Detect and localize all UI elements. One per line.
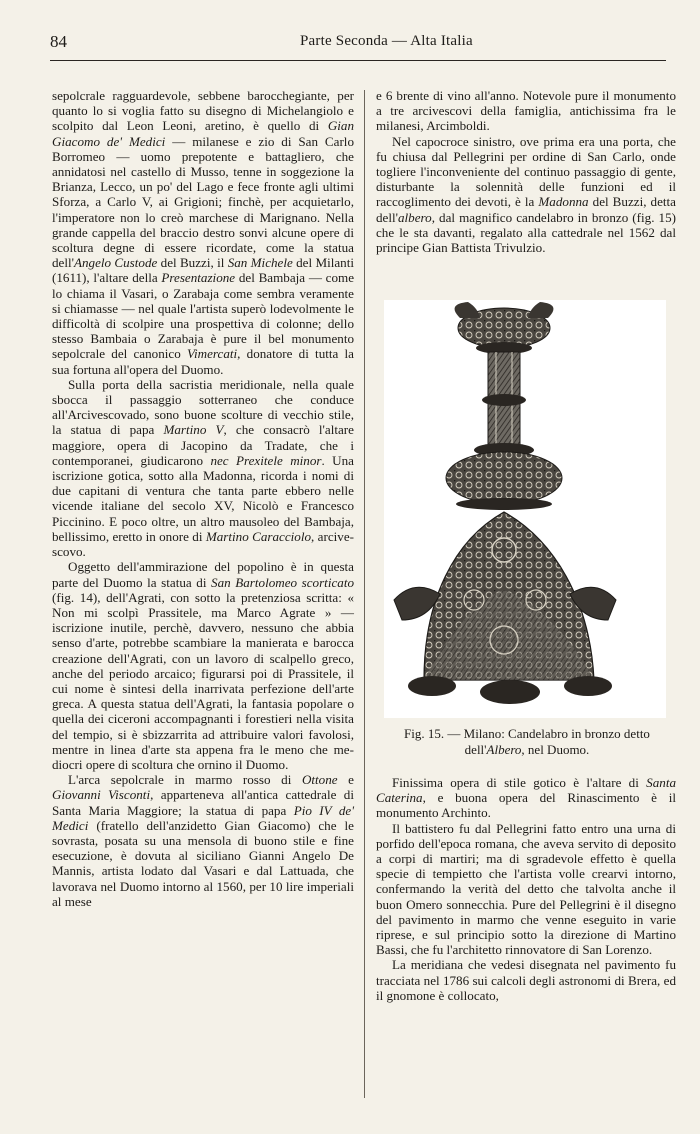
figure-caption — [392, 726, 662, 758]
right-column-bottom — [376, 775, 676, 1003]
running-head — [50, 32, 650, 54]
page-number: 84 — [50, 32, 67, 51]
text-run: Sulla porta della sacristia meridionale, nella quale sbocca il passaggio sotterraneo che conduce all'Arcivescovado, sono buone scolture di vecchio stile, la statua di papa — [52, 376, 354, 438]
text-run: La meridiana che vedesi disegnata nel pavimento fu tracciata nel 1786 sui calcoli degli astronomi di Brera, ed il gnomone è collocato, — [376, 957, 676, 1003]
text-run: . Una iscrizione gotica, sotto alla Madonna, ricorda i nomi di due capitani di ventura che tanta parte ebbero nelle vicende italiane del secolo XV, Nicolò e Francesco Piccinino. E poco oltre, un altro mausoleo del Bambaja, bellissimo, eretto in onore di — [52, 452, 354, 544]
caption-text: Fig. 15. — Milano: Candelabro in bronzo detto dell' — [404, 726, 650, 757]
text-run: , e buona opera del Rinascimento è il monumento Archinto. — [376, 790, 676, 821]
italic-text: albero — [398, 209, 432, 225]
paragraph — [376, 775, 676, 821]
paragraph — [376, 134, 676, 256]
text-run: Finissima opera di stile gotico è l'altare di — [392, 775, 647, 790]
candelabrum-knot — [446, 452, 562, 510]
italic-text: San Michele — [227, 255, 293, 271]
text-run: del Bambaja — come lo chiama il Vasari, o Zarabaja come sembra veramente si chiamasse — nel quale l'artista superò lodevolmente le difficoltà di scolpire una prospettiva di colonne; dello stesso Bambaia o Zarabaja è pure il bel monumento sepolcrale del canonico — [52, 270, 355, 362]
text-run: e 6 brente di vino all'anno. Notevole pure il monumento a tre arcivescovi della famiglia, antichissima fra le milanesi, Arcimboldi. — [376, 88, 676, 134]
running-title: Parte Seconda — Alta Italia — [300, 33, 473, 49]
header-rule — [50, 60, 666, 61]
italic-text: Gian Giacomo de' Medici — [52, 118, 354, 149]
text-run: , che consacrò l'altare maggiore, opera di Jacopino da Tradate, che i contemporanei, giudicarono — [52, 422, 354, 468]
text-run: Il battistero fu dal Pellegrini fatto entro una urna di porfido dell'epoca romana, che aveva servito di deposito a corpi di martiri; ma di sgradevole effetto è quella specie di tempietto che l'artista volle crearvi intorno, confermando la verità del detto che talvolta anche il buon Omero sonnecchia. Pure del Pellegrini è il disegno del pavimento in marmo che venne eseguito in varie riprese, e sul principio sotto la direzione di Martino Bassi, che fu l'architetto rinnovatore di San Lorenzo. — [376, 820, 676, 958]
italic-text: nec Prexitele minor — [210, 452, 322, 468]
right-column-top — [376, 88, 676, 255]
paragraph — [52, 772, 354, 909]
italic-text: Giovanni Visconti — [52, 787, 151, 803]
text-run: Nel capocroce sinistro, ove prima era una porta, che fu chiusa dal Pellegrini per ordine di San Carlo, onde togliere l'inconveniente del continuo passaggio di gente, disturbante la solennità delle funzioni ed il raccoglimento dei devoti, è la — [376, 133, 676, 210]
paragraph — [376, 957, 676, 1003]
italic-text: Santa Caterina — [376, 775, 676, 806]
text-run: , donatore di tutta la sua fortuna all'opera del Duomo. — [52, 346, 354, 377]
text-run: L'arca sepolcrale in marmo rosso di — [68, 772, 302, 788]
italic-text: Angelo Custode — [74, 255, 158, 271]
italic-text: Ottone — [301, 772, 338, 788]
paragraph — [52, 88, 354, 377]
text-run: Oggetto dell'ammirazione del popolino è in questa parte del Duomo la statua di — [52, 559, 354, 590]
text-run: (fratello dell'anzidetto Gian Giacomo) che le sovrasta, posata su una mensola di buono stile e fine esecuzione, è dovuta al siciliano Gianni Angelo De Mannis, artista lodato dal Vasari e dal Lattuada, che lavorava nel Duomo intorno al 1560, per 10 lire imperiali al mese — [52, 817, 354, 909]
paragraph — [52, 559, 354, 772]
text-run: del Buzzi, il — [157, 255, 228, 271]
caption-italic: Albero — [486, 742, 522, 757]
paragraph — [376, 821, 676, 958]
italic-text: Presentazione — [161, 270, 236, 286]
italic-text: San Bartolomeo scorticato — [211, 574, 354, 590]
italic-text: Martino Caracciolo — [205, 528, 312, 544]
text-run: sepolcrale ragguardevole, sebbene barocchegiante, per quanto lo si voglia fatto su disegno di Michelangiolo e scolpito dal Leon Leoni, aretino, è quello di — [52, 88, 354, 134]
text-run: — milanese e zio di San Carlo Borromeo — uomo prepotente e battagliero, che annidatosi nel castello di Musso, tenne in soggezione la Brianza, Lecco, un po' del Lago e fece fronte agli ultimi Sforza, a Carlo V, ai Grigioni; finchè, per acquietarlo, l'imperatore non lo creò marchese di Marignano. Nella grande cappella del braccio destro sonvi alcune opere di scoltura degne di essere ricordate, come la statua dell' — [52, 133, 354, 271]
left-column — [52, 88, 354, 909]
candelabrum-illustration — [384, 300, 666, 718]
text-run: , arcivescovo. — [52, 528, 355, 560]
text-run: , apparteneva all'antica cattedrale di Santa Maria Maggiore; la statua di papa — [52, 787, 354, 818]
italic-text: Madonna — [538, 194, 589, 210]
paragraph — [52, 377, 354, 559]
paragraph — [376, 88, 676, 134]
italic-text: Pio IV de' Medici — [52, 802, 354, 833]
text-run: (fig. 14), dell'Agrati, con sotto la pretenziosa scritta: « Non mi scolpì Prassitele, ma Marco Agrate » — iscrizione inutile, perchè, davvero, nessuno che abbia senso d'arte, potrebbe scambiare la manierata e barocca creazione dell'Agrati, con un lavoro di scalpello greco, anche del periodo arcaico; figurarsi poi di Prassitele, il cui nome è sintesi della inarrivata perfezione dell'arte greca. A questa statua dell'Agrati, la fantasia popolare o quella dei ciceroni accompagnanti i forestieri nella visita del tempio, si è sbizzarrita ad attribuire valori favolosi, mentre in linea d'arte sta appena fra le meno che mediocri opere di scoltura che ornino il Duomo. — [52, 589, 354, 772]
caption-end: , nel Duomo. — [521, 742, 590, 757]
column-divider — [364, 90, 365, 1098]
text-run: del Buzzi, detta dell' — [376, 194, 676, 225]
text-run: e — [337, 772, 354, 788]
text-run: , dal magnifico candelabro in bronzo (fig. 15) che le sta davanti, regalato alla cattedrale nel 1562 dal principe Gian Battista Trivulzio. — [376, 209, 676, 256]
candelabrum-engraving — [384, 300, 666, 718]
text-run: del Milanti (1611), l'altare della — [52, 255, 354, 286]
italic-text: Vimercati — [186, 346, 238, 362]
italic-text: Martino V — [163, 422, 224, 438]
